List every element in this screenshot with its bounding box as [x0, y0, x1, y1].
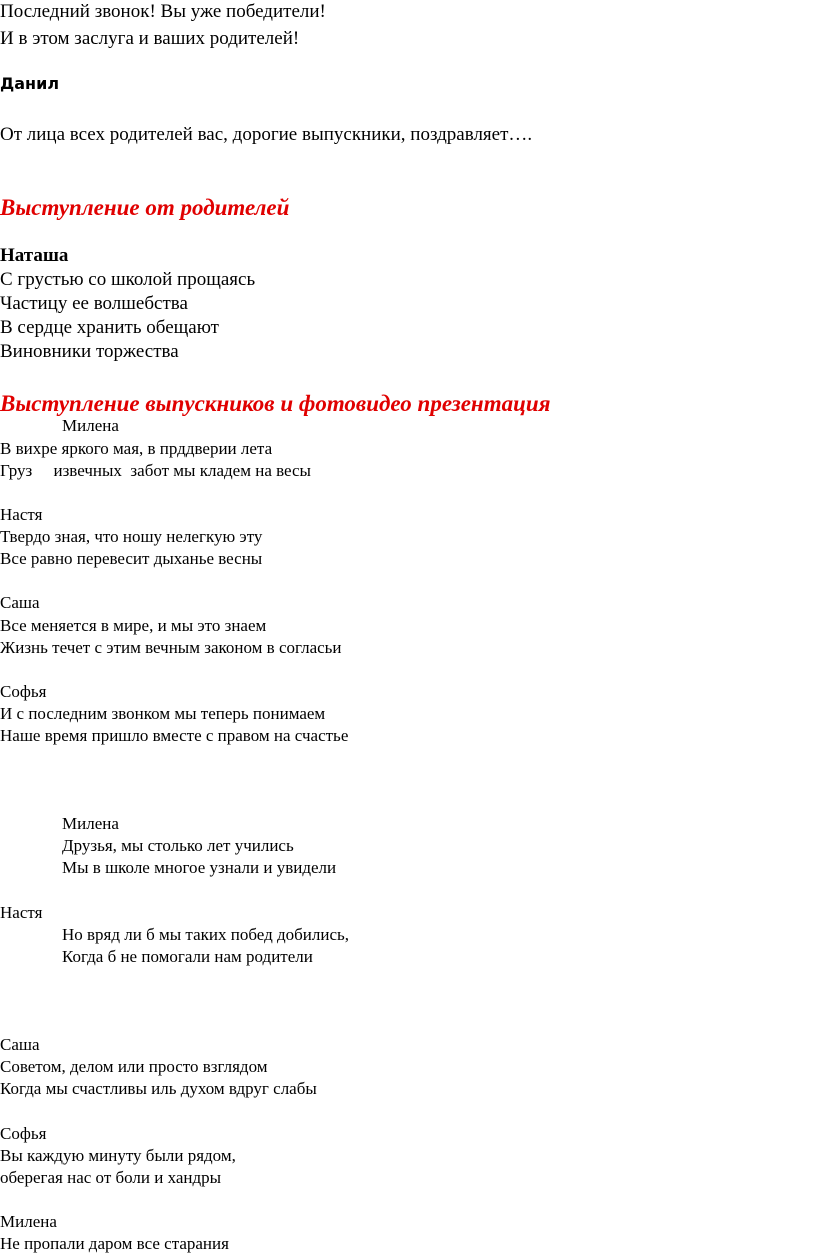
speaker-name: Саша: [0, 1035, 40, 1054]
verse-line: В вихре яркого мая, в прддверии лета: [0, 439, 273, 458]
verse-line: оберегая нас от боли и хандры: [0, 1168, 222, 1187]
speaker-name: Настя: [0, 505, 43, 524]
verse-line: Советом, делом или просто взглядом: [0, 1057, 268, 1076]
speaker-name: Милена: [0, 1212, 57, 1231]
verse-line: Все равно перевесит дыханье весны: [0, 549, 263, 568]
verse-line: Но вряд ли б мы таких побед добились,: [62, 925, 349, 944]
speaker-name: Милена: [62, 814, 119, 833]
heading-graduates: Выступление выпускников и фотовидео презентация: [0, 391, 551, 416]
verse-line: Когда б не помогали нам родители: [62, 947, 313, 966]
speaker-name: Саша: [0, 593, 40, 612]
natasha-line-4: Виновники торжества: [0, 341, 179, 362]
intro-line-2: И в этом заслуга и ваших родителей!: [0, 28, 300, 49]
speaker-name: Софья: [0, 1124, 47, 1143]
speaker-name: Софья: [0, 682, 47, 701]
speaker-natasha: Наташа: [0, 245, 69, 266]
natasha-line-1: С грустью со школой прощаясь: [0, 269, 256, 290]
intro-line-1: Последний звонок! Вы уже победители!: [0, 1, 326, 22]
speaker-name: Милена: [62, 416, 119, 435]
verse-line: Когда мы счастливы иль духом вдруг слабы: [0, 1079, 317, 1098]
verse-line: Груз извечных забот мы кладем на весы: [0, 461, 311, 480]
verse-line: И с последним звонком мы теперь понимаем: [0, 704, 326, 723]
natasha-line-2: Частицу ее волшебства: [0, 293, 188, 314]
verse-line: Друзья, мы столько лет учились: [62, 836, 294, 855]
speaker-name: Настя: [0, 903, 43, 922]
verse-line: Вы каждую минуту были рядом,: [0, 1146, 236, 1165]
verse-line: Жизнь течет с этим вечным законом в согласьи: [0, 638, 342, 657]
verse-line: Мы в школе многое узнали и увидели: [62, 858, 337, 877]
verse-line: Наше время пришло вместе с правом на счастье: [0, 726, 349, 745]
danil-line: От лица всех родителей вас, дорогие выпускники, поздравляет….: [0, 124, 533, 145]
speaker-danil: Данил: [0, 74, 60, 93]
natasha-line-3: В сердце хранить обещают: [0, 317, 219, 338]
verse-line: Не пропали даром все старания: [0, 1234, 229, 1253]
verse-line: Все меняется в мире, и мы это знаем: [0, 616, 267, 635]
verse-line: Твердо зная, что ношу нелегкую эту: [0, 527, 263, 546]
heading-parents: Выступление от родителей: [0, 195, 290, 220]
